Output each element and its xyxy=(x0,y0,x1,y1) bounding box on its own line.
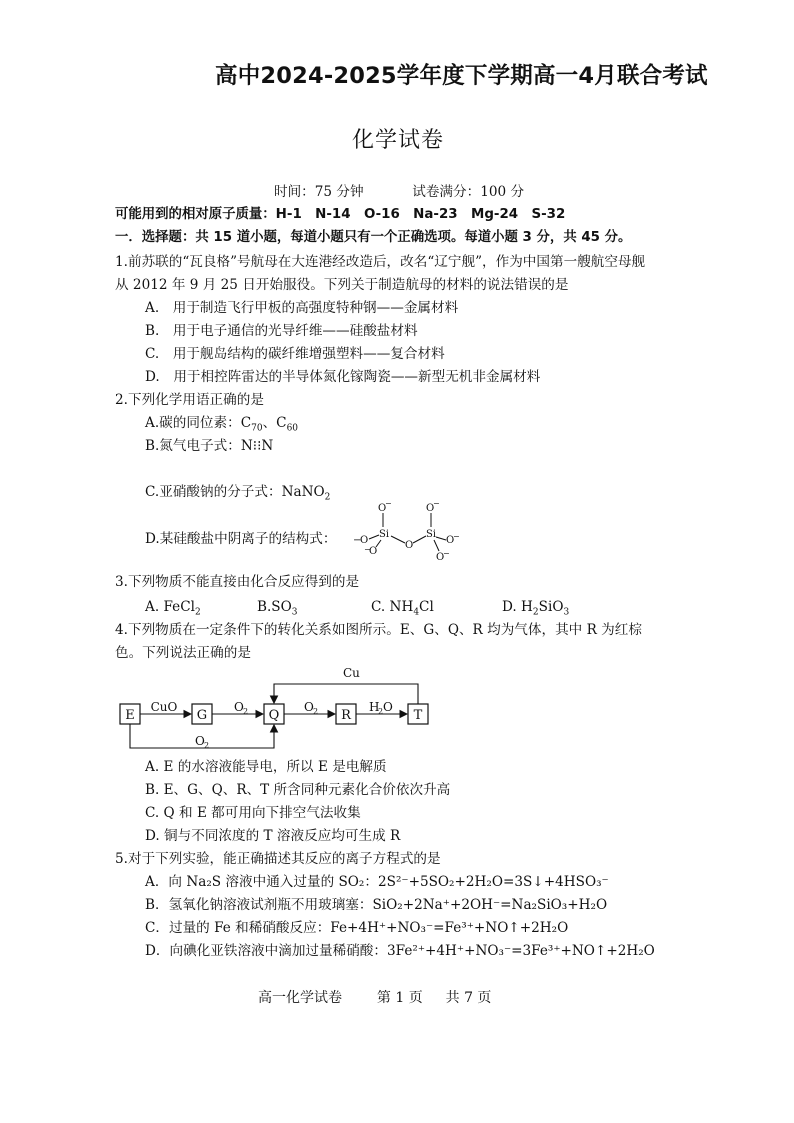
q5-option-b: B．氢氧化钠溶液试剂瓶不用玻璃塞：SiO₂+2Na⁺+2OH⁻=Na₂SiO₃+H₂O xyxy=(145,897,608,913)
q4-option-c: C. Q 和 E 都可用向下排空气法收集 xyxy=(145,805,361,821)
struct-o-bridge: O xyxy=(405,540,414,551)
label-h2o-sub: 2 xyxy=(378,707,384,716)
struct-o-right-charge: − xyxy=(453,532,460,541)
label-o2-c-sub: 2 xyxy=(204,741,210,750)
q5-option-d: D．向碘化亚铁溶液中滴加过量稀硝酸：3Fe²⁺+4H⁺+NO₃⁻=3Fe³⁺+NO↑+2H₂O xyxy=(145,943,655,959)
struct-o-top-right-charge: − xyxy=(433,499,440,508)
label-cu: Cu xyxy=(343,666,360,680)
q2-option-c: C.亚硝酸钠的分子式：NaNO$_2$ xyxy=(145,484,331,503)
q5-option-a: A．向 Na₂S 溶液中通入过量的 SO₂：2S²⁻+5SO₂+2H₂O=3S↓+4HSO₃⁻ xyxy=(145,874,609,890)
q1-option-b: B. 用于电子通信的光导纤维——硅酸盐材料 xyxy=(145,323,418,339)
label-o2-b: O xyxy=(304,700,314,714)
q2-option-b: B.氮气电子式：N⁝⁝N xyxy=(145,438,274,454)
struct-minus-left: − xyxy=(353,535,362,546)
struct-o-bottom-left-charge: − xyxy=(364,545,371,554)
q4-option-a: A. E 的水溶液能导电，所以 E 是电解质 xyxy=(145,759,387,775)
box-r-label: R xyxy=(341,708,351,723)
struct-o-bottom-right-charge: − xyxy=(443,549,450,558)
q4-conversion-diagram xyxy=(110,664,445,754)
q1-stem-line1: 1.前苏联的“瓦良格”号航母在大连港经改造后，改名“辽宁舰”，作为中国第一艘航空母舰 xyxy=(115,254,646,270)
struct-o-right: O xyxy=(446,535,455,546)
footer-course: 高一化学试卷 xyxy=(258,990,342,1006)
q1-stem-line2: 从 2012 年 9 月 25 日开始服役。下列关于制造航母的材料的说法错误的是 xyxy=(115,277,569,293)
q3-option-d: D. $H_2SiO_3$ xyxy=(502,599,570,618)
q2-option-a: A.碳的同位素：$C_{70}$、$C_{60}$ xyxy=(145,415,299,434)
struct-o-bottom-right: O xyxy=(436,552,445,563)
struct-si-right: Si xyxy=(426,529,437,540)
struct-o-top-right: O xyxy=(426,503,435,514)
q3-option-b: $B.SO_3$ xyxy=(257,599,298,618)
box-q-label: Q xyxy=(268,708,280,723)
box-g-label: G xyxy=(196,708,208,723)
box-e-label: E xyxy=(125,708,135,723)
exam-title: 高中2024-2025学年度下学期高一4月联合考试 xyxy=(215,63,708,89)
label-o2-b-sub: 2 xyxy=(313,707,319,716)
atomic-masses: 可能用到的相对原子质量：H-1 N-14 O-16 Na-23 Mg-24 S-32 xyxy=(115,207,566,222)
q4-option-d: D. 铜与不同浓度的 T 溶液反应均可生成 R xyxy=(145,828,401,844)
q4-stem-line2: 色。下列说法正确的是 xyxy=(115,645,251,661)
q2-option-d: D.某硅酸盐中阴离子的结构式： xyxy=(145,531,337,547)
q5-option-c: C．过量的 Fe 和稀硝酸反应：Fe+4H⁺+NO₃⁻=Fe³⁺+NO↑+2H₂O xyxy=(145,920,569,936)
q1-option-a: A. 用于制造飞行甲板的高强度特种钢——金属材料 xyxy=(145,300,459,316)
arrow-t-q xyxy=(274,684,418,704)
label-cuo: CuO xyxy=(150,700,178,714)
q2-stem: 2.下列化学用语正确的是 xyxy=(115,392,264,408)
q5-stem: 5.对于下列实验，能正确描述其反应的离子方程式的是 xyxy=(115,851,441,867)
q4-stem-line1: 4.下列物质在一定条件下的转化关系如图所示。E、G、Q、R 均为气体，其中 R 为红棕 xyxy=(115,622,642,638)
q1-option-c: C. 用于舰岛结构的碳纤维增强塑料——复合材料 xyxy=(145,346,445,362)
box-t-label: T xyxy=(413,708,423,723)
q3-stem: 3.下列物质不能直接由化合反应得到的是 xyxy=(115,574,360,590)
label-o2-c: O xyxy=(195,734,205,748)
exam-subtitle: 化学试卷 xyxy=(352,128,445,153)
struct-o-left: O xyxy=(360,535,369,546)
q4-option-b: B. E、G、Q、R、T 所含同种元素化合价依次升高 xyxy=(145,782,451,798)
q3-option-a: A. FeCl$_2$ xyxy=(145,599,201,618)
struct-o-top-left: O xyxy=(378,503,387,514)
footer-total: 共 7 页 xyxy=(445,990,492,1006)
q1-option-d: D. 用于相控阵雷达的半导体氮化镓陶瓷——新型无机非金属材料 xyxy=(145,369,541,385)
exam-time: 时间：75 分钟 xyxy=(274,184,364,200)
struct-o-top-left-charge: − xyxy=(385,499,392,508)
exam-info xyxy=(274,182,524,202)
silicate-structure xyxy=(352,498,472,568)
label-o2-a-sub: 2 xyxy=(243,707,249,716)
label-h2o-h: H xyxy=(369,700,380,714)
footer-page: 第 1 页 xyxy=(376,990,423,1006)
page-footer xyxy=(258,987,491,1007)
struct-o-bottom-left: O xyxy=(369,546,378,557)
section-heading: 一．选择题：共 15 道小题，每道小题只有一个正确选项。每道小题 3 分，共 45 分。 xyxy=(115,230,632,245)
label-h2o-o: O xyxy=(383,700,393,714)
exam-score: 试卷满分：100 分 xyxy=(412,184,525,200)
struct-si-left: Si xyxy=(379,529,390,540)
q3-option-c: C. $NH_4Cl$ xyxy=(371,599,434,618)
label-o2-a: O xyxy=(234,700,244,714)
